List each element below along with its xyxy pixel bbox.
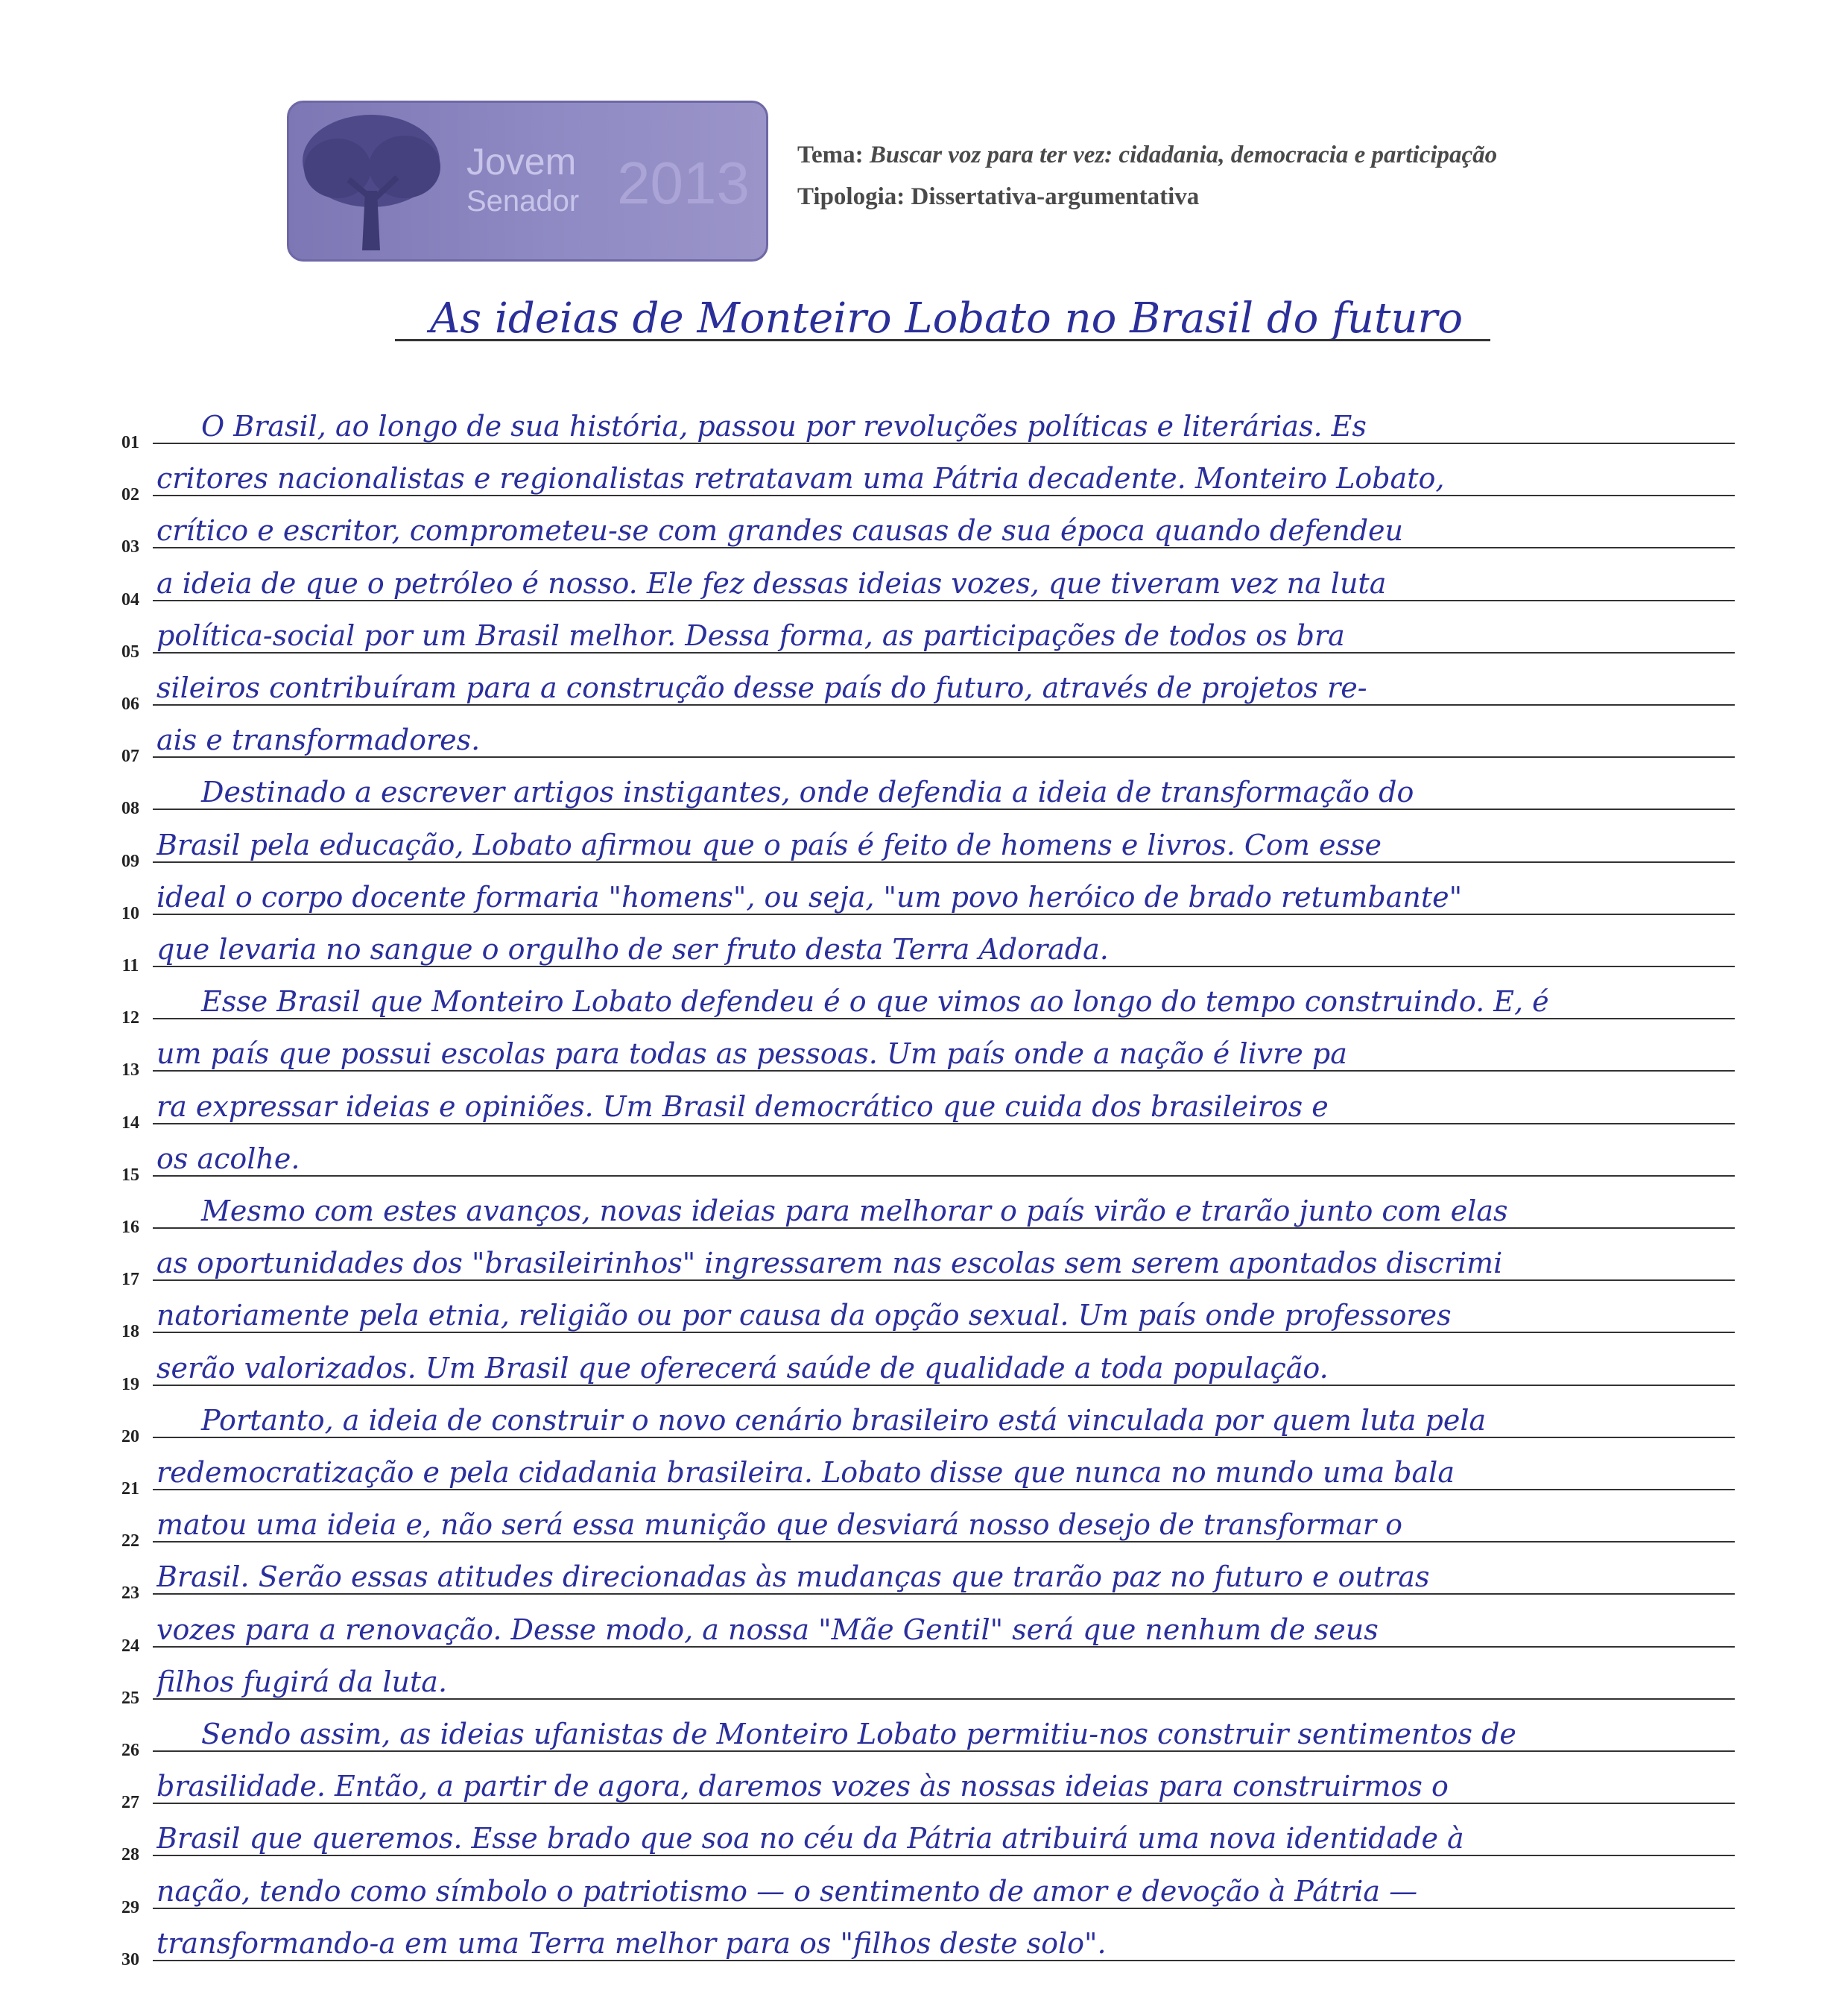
line-number: 04 (121, 589, 139, 610)
line-number: 13 (121, 1060, 139, 1080)
line-number: 30 (121, 1949, 139, 1969)
title-underline (395, 339, 1490, 341)
essay-line (0, 1239, 1848, 1291)
handwritten-text: critores nacionalistas e regionalistas retratavam uma Pátria decadente. Monteiro Lobato, (156, 462, 1445, 496)
jovem-senador-logo (287, 101, 768, 262)
essay-line (0, 612, 1848, 664)
line-number: 03 (121, 537, 139, 557)
ruled-line (153, 1437, 1735, 1438)
essay-line (0, 1658, 1848, 1710)
handwritten-text: matou uma ideia e, não será essa munição que desviará nosso desejo de transformar o (156, 1508, 1402, 1542)
essay-line (0, 1449, 1848, 1501)
handwritten-text: Sendo assim, as ideias ufanistas de Monteiro Lobato permitiu-nos construir sentimentos de (201, 1718, 1516, 1750)
essay-line (0, 1083, 1848, 1135)
handwritten-text: sileiros contribuíram para a construção desse país do futuro, através de projetos re- (156, 671, 1367, 704)
line-number: 09 (121, 851, 139, 871)
ruled-line (153, 600, 1735, 601)
essay-line (0, 1762, 1848, 1814)
essay-line (0, 507, 1848, 559)
essay-line (0, 1606, 1848, 1658)
line-number: 08 (121, 799, 139, 819)
logo-year: 2013 (617, 150, 750, 216)
line-number: 12 (121, 1008, 139, 1028)
handwritten-text: que levaria no sangue o orgulho de ser fruto desta Terra Adorada. (156, 933, 1109, 966)
ruled-line (153, 1541, 1735, 1543)
essay-line (0, 1501, 1848, 1553)
essay-line (0, 873, 1848, 926)
handwritten-text: Mesmo com estes avanços, novas ideias para melhorar o país virão e trarão junto com elas (201, 1195, 1508, 1227)
essay-line (0, 1291, 1848, 1344)
ruled-line (153, 966, 1735, 967)
handwritten-text: a ideia de que o petróleo é nosso. Ele fez dessas ideias vozes, que tiveram vez na luta (156, 566, 1387, 600)
handwritten-text: as oportunidades dos "brasileirinhos" ingressarem nas escolas sem serem apontados discrimi (156, 1247, 1503, 1280)
ruled-line (153, 1750, 1735, 1752)
handwritten-text: ais e transformadores. (156, 724, 481, 757)
line-number: 23 (121, 1583, 139, 1604)
handwritten-text: Brasil pela educação, Lobato afirmou que o país é feito de homens e livros. Com esse (156, 828, 1382, 861)
ruled-line (153, 914, 1735, 915)
handwritten-text: filhos fugirá da luta. (156, 1665, 448, 1698)
ruled-line (153, 1070, 1735, 1072)
essay-line (0, 1030, 1848, 1082)
line-number: 15 (121, 1165, 139, 1185)
essay-line (0, 1344, 1848, 1396)
line-number: 07 (121, 747, 139, 767)
ruled-line (153, 1698, 1735, 1700)
line-number: 24 (121, 1636, 139, 1656)
handwritten-text: os acolhe. (156, 1142, 300, 1175)
ruled-line (153, 1593, 1735, 1595)
typology-value: Dissertativa-argumentativa (911, 183, 1200, 210)
line-number: 19 (121, 1374, 139, 1394)
essay-line (0, 821, 1848, 873)
handwritten-text: Portanto, a ideia de construir o novo cenário brasileiro está vinculada por quem luta pela (201, 1403, 1487, 1437)
ruled-line (153, 1332, 1735, 1333)
ruled-line (153, 1855, 1735, 1856)
essay-line (0, 560, 1848, 612)
essay-line (0, 978, 1848, 1030)
essay-line (0, 1814, 1848, 1867)
ruled-line (153, 443, 1735, 444)
handwritten-text: Brasil que queremos. Esse brado que soa no céu da Pátria atribuirá uma nova identidade à (156, 1822, 1464, 1855)
line-number: 05 (121, 642, 139, 662)
typology-line (797, 183, 1199, 211)
ruled-line (153, 1385, 1735, 1386)
line-number: 25 (121, 1688, 139, 1708)
ruled-line (153, 1489, 1735, 1490)
line-number: 28 (121, 1845, 139, 1865)
essay-line (0, 402, 1848, 455)
line-number: 01 (121, 433, 139, 452)
ruled-line (153, 704, 1735, 706)
line-number: 22 (121, 1531, 139, 1551)
handwritten-text: redemocratização e pela cidadania brasileira. Lobato disse que nunca no mundo uma bala (156, 1456, 1455, 1489)
essay-line (0, 1553, 1848, 1605)
handwritten-text: Destinado a escrever artigos instigantes, onde defendia a ideia de transformação do (201, 776, 1414, 809)
theme-line (797, 142, 1497, 169)
line-number: 06 (121, 694, 139, 714)
handwritten-text: crítico e escritor, comprometeu-se com grandes causas de sua época quando defendeu (156, 514, 1404, 548)
ruled-line (153, 756, 1735, 758)
line-number: 20 (121, 1426, 139, 1446)
ruled-line (153, 547, 1735, 548)
essay-line (0, 455, 1848, 507)
essay-line (0, 1867, 1848, 1920)
logo-text-senador: Senador (466, 185, 580, 218)
handwritten-text: Brasil. Serão essas atitudes direcionadas às mudanças que trarão paz no futuro e outras (156, 1560, 1430, 1594)
handwritten-text: ra expressar ideias e opiniões. Um Brasil democrático que cuida dos brasileiros e (156, 1089, 1329, 1123)
theme-label: Tema: (797, 142, 864, 168)
line-number: 14 (121, 1113, 139, 1133)
line-number: 16 (121, 1218, 139, 1237)
handwritten-text: transformando-a em uma Terra melhor para os "filhos deste solo". (156, 1926, 1107, 1960)
ruled-line (153, 861, 1735, 863)
handwritten-text: vozes para a renovação. Desse modo, a nossa "Mãe Gentil" será que nenhum de seus (156, 1613, 1379, 1646)
line-number: 11 (121, 956, 139, 975)
ruled-line (153, 652, 1735, 654)
handwritten-text: Esse Brasil que Monteiro Lobato defendeu é o que vimos ao longo do tempo construindo. E, é (201, 985, 1549, 1019)
ruled-line (153, 809, 1735, 810)
ruled-line (153, 1175, 1735, 1177)
handwritten-text: nação, tendo como símbolo o patriotismo — o sentimento de amor e devoção à Pátria — (156, 1874, 1418, 1908)
ruled-line (153, 1227, 1735, 1229)
tree-icon (297, 109, 446, 254)
essay-line (0, 664, 1848, 716)
essay-line (0, 1396, 1848, 1449)
handwritten-text: política-social por um Brasil melhor. Dessa forma, as participações de todos os bra (156, 618, 1345, 652)
theme-value: Buscar voz para ter vez: cidadania, democracia e participação (869, 142, 1498, 168)
essay-line (0, 1710, 1848, 1762)
handwritten-text: brasilidade. Então, a partir de agora, daremos vozes às nossas ideias para construirmos o (156, 1770, 1449, 1803)
ruled-line (153, 1279, 1735, 1281)
handwritten-text: O Brasil, ao longo de sua história, passou por revoluções políticas e literárias. Es (201, 410, 1367, 443)
ruled-line (153, 1803, 1735, 1804)
handwritten-text: um país que possui escolas para todas as pessoas. Um país onde a nação é livre pa (156, 1037, 1347, 1071)
ruled-line (153, 1646, 1735, 1648)
line-number: 18 (121, 1322, 139, 1342)
ruled-line (153, 1018, 1735, 1019)
handwritten-text: natoriamente pela etnia, religião ou por causa da opção sexual. Um país onde professores (156, 1299, 1452, 1332)
essay-line (0, 1135, 1848, 1187)
essay-line (0, 1187, 1848, 1239)
handwritten-text: serão valorizados. Um Brasil que oferecerá saúde de qualidade a toda população. (156, 1351, 1329, 1385)
ruled-line (153, 1123, 1735, 1124)
essay-line (0, 768, 1848, 820)
essay-line (0, 926, 1848, 978)
ruled-line (153, 1908, 1735, 1909)
line-number: 26 (121, 1741, 139, 1760)
line-number: 10 (121, 903, 139, 923)
line-number: 02 (121, 485, 139, 505)
ruled-line (153, 1960, 1735, 1961)
ruled-line (153, 495, 1735, 496)
line-number: 17 (121, 1270, 139, 1290)
essay-line (0, 716, 1848, 768)
essay-title: As ideias de Monteiro Lobato no Brasil do futuro (429, 294, 1463, 343)
line-number: 29 (121, 1897, 139, 1917)
essay-line (0, 1920, 1848, 1972)
line-number: 27 (121, 1793, 139, 1813)
handwritten-text: ideal o corpo docente formaria "homens", ou seja, "um povo heróico de brado retumbante" (156, 880, 1463, 914)
typology-label: Tipologia: (797, 183, 905, 210)
line-number: 21 (121, 1479, 139, 1499)
logo-text-jovem: Jovem (466, 141, 577, 183)
